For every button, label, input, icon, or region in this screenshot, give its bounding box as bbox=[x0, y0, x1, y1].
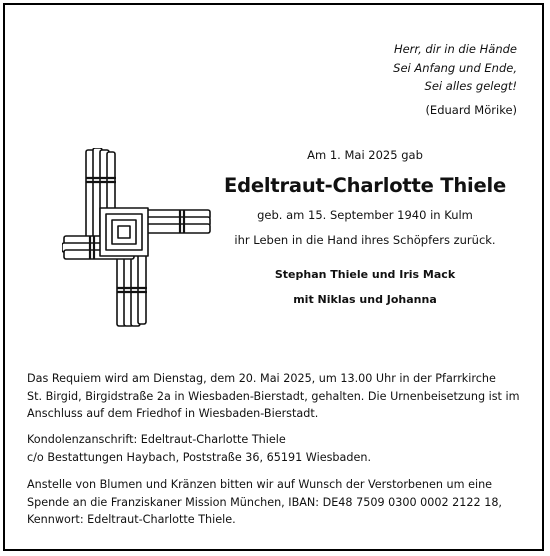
announcement-text: ihr Leben in die Hand ihres Schöpfers zurück. bbox=[234, 233, 496, 247]
donation-paragraph bbox=[27, 476, 527, 529]
donation-line: Anstelle von Blumen und Kränzen bitten wir auf Wunsch der Verstorbenen um eine bbox=[27, 478, 493, 491]
family-names: Stephan Thiele und Iris Mack bbox=[274, 268, 456, 281]
requiem-line: Anschluss auf dem Friedhof in Wiesbaden-Bierstadt. bbox=[27, 407, 319, 420]
condolence-line: c/o Bestattungen Haybach, Poststraße 36, 65191 Wiesbaden. bbox=[27, 450, 372, 464]
requiem-line: Das Requiem wird am Dienstag, dem 20. Mai 2025, um 13.00 Uhr in der Pfarrkirche bbox=[27, 372, 496, 385]
brigid-cross-icon bbox=[62, 148, 212, 328]
condolence-line: Kondolenzanschrift: Edeltraut-Charlotte Thiele bbox=[27, 433, 286, 446]
quote-line: Sei Anfang und Ende, bbox=[393, 60, 517, 75]
condolence-paragraph bbox=[27, 431, 527, 466]
quote-author: (Eduard Mörike) bbox=[425, 102, 517, 117]
donation-line: Kennwort: Edeltraut-Charlotte Thiele. bbox=[27, 513, 236, 526]
deceased-name: Edeltraut-Charlotte Thiele bbox=[223, 174, 507, 197]
quote-line: Herr, dir in die Hände bbox=[393, 42, 517, 56]
announcement-intro: Am 1. Mai 2025 gab bbox=[307, 148, 423, 162]
requiem-line: St. Birgid, Birgidstraße 2a in Wiesbaden-Bierstadt, gehalten. Die Urnenbeisetzung ist im bbox=[27, 389, 520, 403]
requiem-paragraph bbox=[27, 370, 527, 423]
quote-line: Sei alles gelegt! bbox=[424, 79, 517, 93]
donation-line: Spende an die Franziskaner Mission München, IBAN: DE48 7509 0300 0002 2122 18, bbox=[27, 495, 502, 509]
family-names-2: mit Niklas und Johanna bbox=[293, 293, 437, 306]
quote-block bbox=[217, 40, 517, 119]
birth-info: geb. am 15. September 1940 in Kulm bbox=[257, 208, 473, 222]
